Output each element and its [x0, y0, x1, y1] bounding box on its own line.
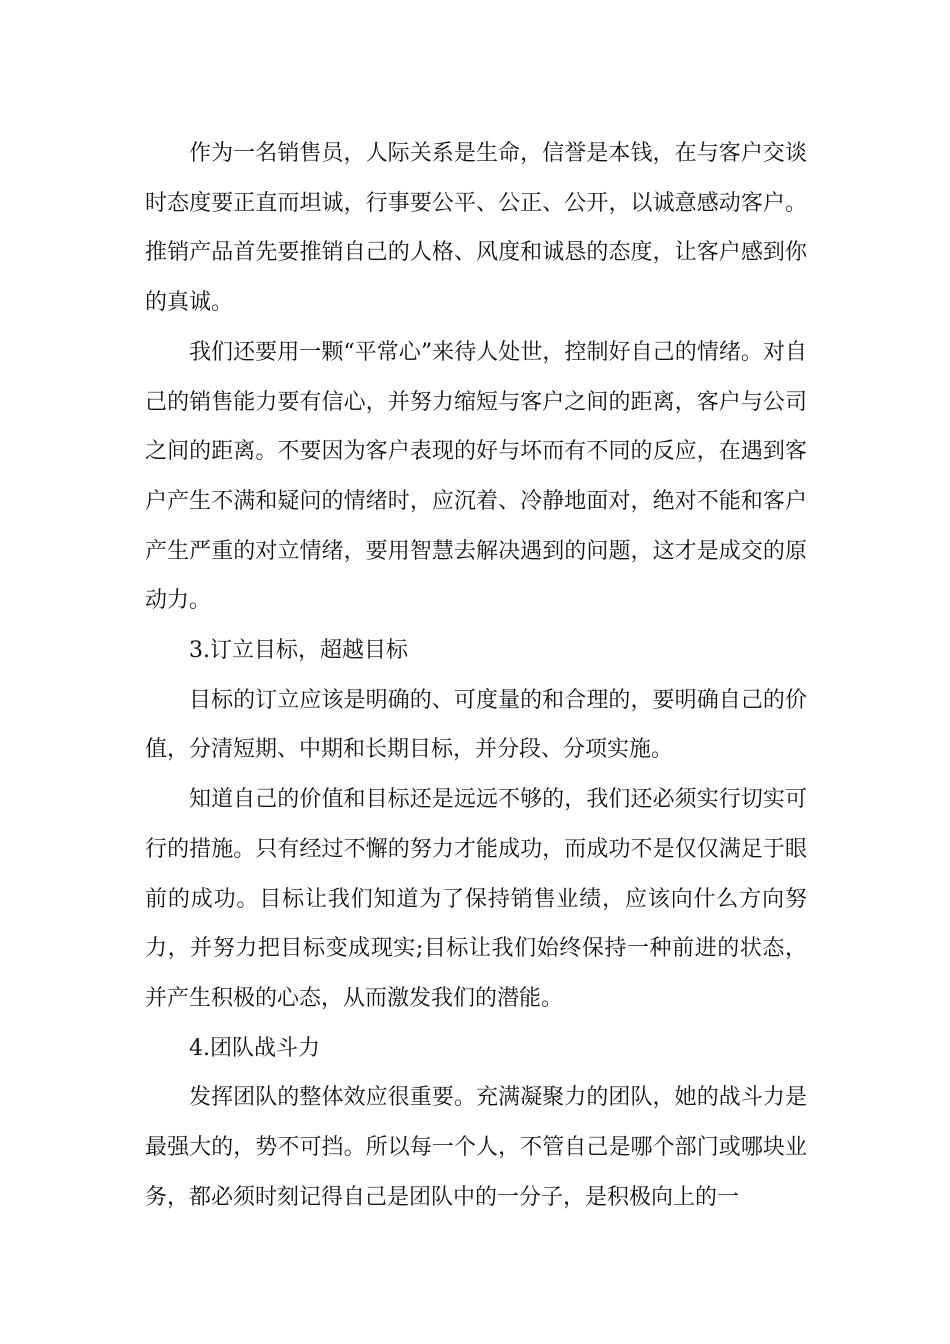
paragraph-goal-actions: 知道自己的价值和目标还是远远不够的，我们还必须实行切实可行的措施。只有经过不懈的努力才能成功，而成功不是仅仅满足于眼前的成功。目标让我们知道为了保持销售业绩，应该向什么方向努力，并努力把目标变成现实;目标让我们始终保持一种前进的状态，并产生积极的心态，从而激发我们的潜能。	[145, 787, 807, 1011]
section-heading-team: 4.团队战斗力	[189, 1035, 320, 1061]
paragraph-calm-mindset: 我们还要用一颗“平常心”来待人处世，控制好自己的情绪。对自己的销售能力要有信心，并努力缩短与客户之间的距离，客户与公司之间的距离。不要因为客户表现的好与坏而有不同的反应，在遇到客户产生不满和疑问的情绪时，应沉着、冷静地面对，绝对不能和客户产生严重的对立情绪，要用智慧去解决遇到的问题，这才是成交的原动力。	[145, 339, 807, 614]
document-body	[145, 129, 807, 1222]
paragraph-salesperson-integrity: 作为一名销售员，人际关系是生命，信誉是本钱，在与客户交谈时态度要正直而坦诚，行事要公平、公正、公开，以诚意感动客户。推销产品首先要推销自己的人格、风度和诚恳的态度，让客户感到你的真诚。	[145, 141, 807, 316]
paragraph-goal-setting: 目标的订立应该是明确的、可度量的和合理的，要明确自己的价值，分清短期、中期和长期目标，并分段、分项实施。	[145, 687, 807, 763]
section-heading-goals: 3.订立目标，超越目标	[189, 638, 408, 664]
paragraph-team-effect: 发挥团队的整体效应很重要。充满凝聚力的团队，她的战斗力是最强大的，势不可挡。所以每一个人，不管自己是哪个部门或哪块业务，都必须时刻记得自己是团队中的一分子，是积极向上的一	[145, 1085, 807, 1210]
